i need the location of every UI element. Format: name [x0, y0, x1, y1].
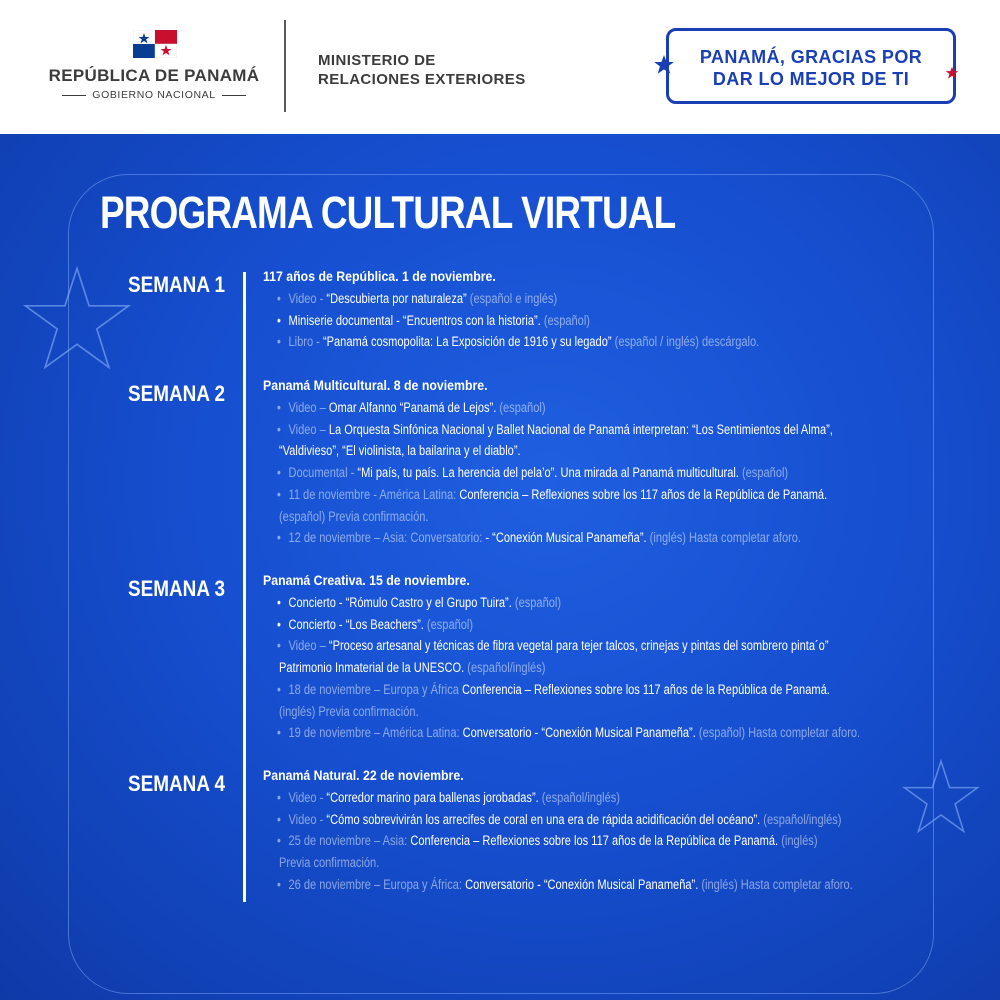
slogan-line-1: PANAMÁ, GRACIAS POR: [699, 47, 923, 67]
item-note: (español): [738, 465, 789, 481]
program-item: [277, 421, 833, 439]
program-item: [277, 529, 801, 547]
week-heading: Panamá Natural. 22 de noviembre.: [263, 767, 464, 783]
item-title: “Panamá cosmopolita: La Exposición de 1916 y su legado”: [322, 334, 612, 350]
item-note: (español) Hasta completar aforo.: [695, 725, 861, 741]
bullet: •: [277, 638, 281, 654]
republic-name: REPÚBLICA DE PANAMÁ: [48, 66, 260, 85]
slogan-line-2: DAR LO MEJOR DE TI: [712, 69, 910, 89]
item-title: Concierto - “Rómulo Castro y el Grupo Tuira”.: [288, 595, 512, 610]
item-meta: Libro -: [288, 334, 323, 350]
week-heading: Panamá Multicultural. 8 de noviembre.: [263, 377, 488, 393]
item-title: “Proceso artesanal y técnicas de fibra vegetal para tejer talcos, crinejas y pintas del sombrero pinta´o”: [328, 638, 829, 654]
bullet: •: [277, 681, 281, 697]
item-note: (español/inglés): [538, 790, 620, 805]
ministry-name: [318, 51, 526, 89]
program-item-continuation: [279, 442, 521, 460]
item-title: - “Conexión Musical Panameña”.: [485, 530, 647, 546]
item-title: Conferencia – Reflexiones sobre los 117 años de la República de Panamá.: [462, 681, 830, 697]
week-label: SEMANA 3: [128, 576, 226, 601]
item-note: (español): [511, 595, 562, 610]
item-title: “Cómo sobrevivirán los arrecifes de coral en una era de rápida acidificación del océano”.: [326, 811, 761, 827]
item-meta: Video -: [288, 811, 327, 827]
program-item: [277, 594, 561, 612]
item-note: (español): [423, 616, 474, 632]
header-separator: [284, 20, 286, 112]
item-title: Conversatorio - “Conexión Musical Panameña”.: [465, 876, 699, 892]
item-meta: Documental -: [288, 465, 358, 481]
week-label: SEMANA 4: [128, 771, 226, 796]
item-note: (español/inglés): [760, 811, 842, 827]
government-row: [46, 89, 262, 101]
bullet: •: [277, 291, 281, 306]
divider-line: [62, 95, 86, 96]
week-label: SEMANA 2: [128, 381, 226, 406]
bullet: •: [277, 790, 281, 805]
item-meta: Video -: [288, 291, 327, 306]
bullet: •: [277, 334, 281, 350]
item-note: (español e inglés): [466, 291, 558, 306]
star-icon: [902, 758, 980, 836]
bullet: •: [277, 811, 281, 827]
program-item-continuation: [279, 659, 545, 677]
program-item: [277, 399, 546, 417]
divider-line: [222, 95, 246, 96]
item-note: (inglés): [778, 833, 818, 849]
week-label: SEMANA 1: [128, 272, 226, 297]
item-note: (inglés) Hasta completar aforo.: [698, 876, 853, 892]
item-note: (español / inglés) descárgalo.: [611, 334, 760, 350]
item-title: Concierto - “Los Beachers”.: [288, 616, 424, 632]
item-meta: (inglés) Previa confirmación.: [279, 703, 419, 719]
bullet: •: [277, 833, 281, 849]
star-icon: [945, 66, 959, 80]
program-item-continuation: [279, 508, 429, 526]
program-item: [277, 486, 827, 504]
bullet: •: [277, 486, 281, 502]
program-item: [277, 811, 841, 829]
star-icon: [653, 54, 675, 76]
item-meta: 18 de noviembre – Europa y África: [288, 681, 463, 697]
item-meta: Video –: [288, 400, 329, 415]
ministry-line-1: MINISTERIO DE: [318, 52, 436, 69]
item-title: La Orquesta Sinfónica Nacional y Ballet Nacional de Panamá interpretan: “Los Sentimientos del Alma”,: [328, 421, 833, 437]
bullet: •: [277, 312, 281, 328]
item-note: (español/inglés): [464, 660, 546, 676]
slogan: [676, 46, 946, 90]
item-meta: 11 de noviembre - América Latina:: [288, 486, 460, 502]
program-item: [277, 724, 860, 742]
item-title: Patrimonio Inmaterial de la UNESCO.: [279, 660, 465, 676]
ministry-line-2: RELACIONES EXTERIORES: [318, 71, 526, 88]
bullet: •: [277, 876, 281, 892]
bullet: •: [277, 530, 281, 546]
item-title: Conversatorio - “Conexión Musical Panameña”.: [462, 725, 696, 741]
header: [0, 0, 1000, 134]
bullet: •: [277, 400, 281, 415]
item-title: Conferencia – Reflexiones sobre los 117 años de la República de Panamá.: [410, 833, 779, 849]
item-note: (español): [496, 400, 546, 415]
item-title: “Mi país, tu país. La herencia del pela’o”. Una mirada al Panamá multicultural.: [357, 465, 739, 481]
program-item: [277, 312, 590, 330]
main-panel: [0, 134, 1000, 1000]
program-item-continuation: [279, 854, 379, 872]
program-item: [277, 616, 473, 634]
program-item: [277, 333, 759, 351]
item-title: Miniserie documental - “Encuentros con la historia”.: [288, 312, 541, 328]
item-title: Omar Alfanno “Panamá de Lejos”.: [328, 400, 497, 415]
program-item: [277, 637, 829, 655]
bullet: •: [277, 465, 281, 481]
week-heading: 117 años de República. 1 de noviembre.: [263, 268, 496, 284]
panama-flag-icon: [133, 30, 177, 58]
item-meta: Previa confirmación.: [279, 855, 380, 871]
program-item: [277, 789, 620, 807]
item-title: “Valdivieso”, “El violinista, la bailarina y el diablo”.: [279, 443, 521, 459]
item-title: Conferencia – Reflexiones sobre los 117 años de la República de Panamá.: [459, 486, 828, 502]
program-item: [277, 876, 853, 894]
item-meta: (español) Previa confirmación.: [279, 508, 429, 524]
bullet: •: [277, 421, 281, 437]
item-note: (inglés) Hasta completar aforo.: [646, 530, 802, 546]
bullet: •: [277, 595, 281, 610]
program-item-continuation: [279, 703, 419, 721]
item-meta: 12 de noviembre – Asia: Conversatorio:: [288, 530, 486, 546]
government-name: GOBIERNO NACIONAL: [92, 89, 216, 101]
item-title: “Corredor marino para ballenas jorobadas”.: [326, 790, 539, 805]
item-meta: 25 de noviembre – Asia:: [288, 833, 411, 849]
item-meta: Video –: [288, 638, 329, 654]
program-item: [277, 464, 788, 482]
item-meta: Video –: [288, 421, 329, 437]
bullet: •: [277, 725, 281, 741]
star-icon: [22, 264, 132, 374]
program-item: [277, 290, 557, 308]
item-note: (español): [540, 312, 590, 328]
item-meta: 19 de noviembre – América Latina:: [288, 725, 463, 741]
item-meta: 26 de noviembre – Europa y África:: [288, 876, 466, 892]
item-meta: Video -: [288, 790, 327, 805]
program-item: [277, 832, 818, 850]
page-title: PROGRAMA CULTURAL VIRTUAL: [100, 187, 676, 238]
week-heading: Panamá Creativa. 15 de noviembre.: [263, 572, 470, 588]
item-title: “Descubierta por naturaleza”: [326, 291, 467, 306]
bullet: •: [277, 616, 281, 632]
program-item: [277, 681, 830, 699]
timeline-divider: [243, 272, 246, 902]
